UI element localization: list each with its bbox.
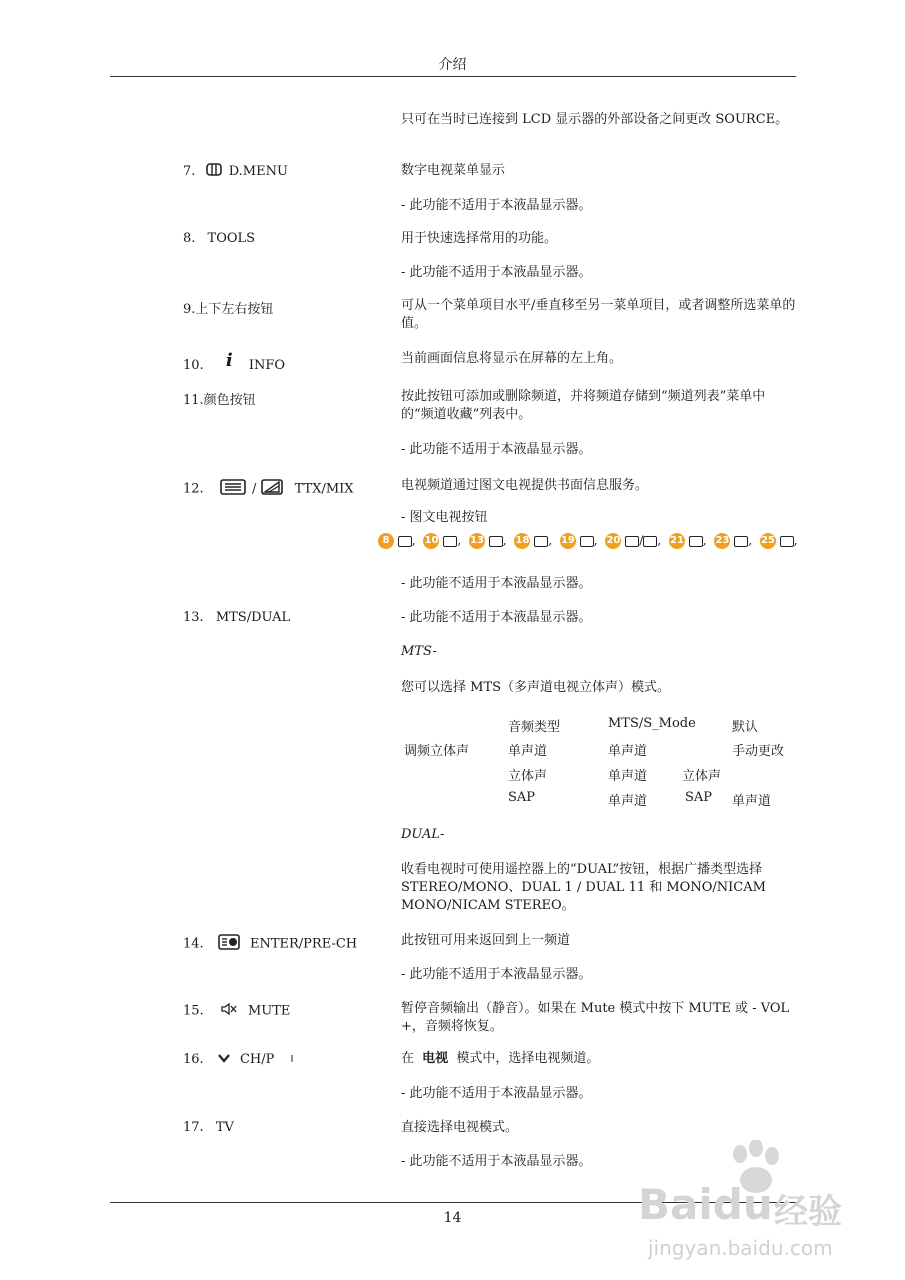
page-number: 14	[443, 1210, 462, 1226]
desc-bold: 电视	[422, 1051, 449, 1066]
item-label: TOOLS	[207, 231, 256, 246]
table-cell: 立体声	[682, 769, 722, 784]
number-badge: 8	[378, 533, 394, 549]
table-cell: 单声道	[508, 744, 548, 759]
table-header: 音频类型	[508, 720, 561, 735]
mix-icon	[261, 479, 283, 499]
item-label: TTX/MIX	[294, 481, 354, 497]
item-tools-note: - 此功能不适用于本液晶显示器。	[401, 265, 592, 280]
table-cell: 单声道	[608, 794, 648, 809]
teletext-key-icon	[489, 536, 503, 547]
ttx-button: 8 ,	[378, 533, 416, 549]
chevron-down-icon	[218, 1052, 230, 1067]
item-label: CH/P	[239, 1052, 275, 1067]
item-label: INFO	[248, 358, 286, 373]
item-number: 14.	[183, 936, 204, 952]
item-number: 13.	[183, 610, 204, 625]
item-color-note: - 此功能不适用于本液晶显示器。	[401, 442, 592, 457]
mts-desc: 您可以选择 MTS（多声道电视立体声）模式。	[401, 680, 671, 695]
item-chp-label	[183, 1052, 295, 1067]
item-number: 7.	[183, 164, 196, 179]
info-icon: i	[225, 350, 233, 371]
table-header: MTS/S_Mode	[608, 716, 696, 731]
ttx-button: 18 ,	[515, 533, 553, 548]
number-badge: 21	[669, 533, 685, 549]
watermark-brand: Baidu	[638, 1180, 773, 1229]
number-badge: 20	[605, 533, 621, 549]
teletext-key-icon	[580, 536, 594, 547]
teletext-key-icon	[734, 536, 748, 547]
item-number: 10.	[183, 358, 204, 373]
item-label: MTS/DUAL	[215, 610, 291, 625]
item-tv-desc: 直接选择电视模式。	[401, 1120, 519, 1135]
slash-separator: /	[251, 481, 257, 497]
ttx-buttons-row	[378, 533, 802, 549]
item-label: D.MENU	[228, 164, 288, 179]
item-chp-note: - 此功能不适用于本液晶显示器。	[401, 1086, 592, 1101]
ttx-button: 23 ,	[715, 533, 753, 548]
item-label: MUTE	[247, 1003, 291, 1019]
item-info-desc: 当前画面信息将显示在屏幕的左上角。	[401, 351, 623, 366]
item-enter-desc: 此按钮可用来返回到上一频道	[401, 933, 571, 948]
number-badge: 23	[714, 533, 730, 549]
item-label: ENTER/PRE-CH	[249, 936, 358, 952]
item-ttx-sub: - 图文电视按钮	[401, 510, 488, 525]
watermark-brand-cn: 经验	[774, 1192, 842, 1232]
baidu-watermark	[638, 1140, 868, 1270]
item-color-label: 11.颜色按钮	[183, 393, 256, 408]
item-number: 8.	[183, 231, 196, 246]
header-rule	[110, 76, 796, 77]
table-row-label: 调频立体声	[404, 744, 470, 759]
item-mts-label	[183, 610, 290, 625]
mts-title: MTS-	[401, 644, 437, 659]
item-enter-note: - 此功能不适用于本液晶显示器。	[401, 967, 592, 982]
item-tv-note: - 此功能不适用于本液晶显示器。	[401, 1154, 592, 1169]
enter-icon	[218, 934, 240, 954]
number-badge: 10	[423, 533, 439, 549]
teletext-key-icon	[780, 536, 794, 547]
intro-text: 只可在当时已连接到 LCD 显示器的外部设备之间更改 SOURCE。	[401, 112, 789, 127]
item-mute-desc: 暂停音频输出（静音）。如果在 Mute 模式中按下 MUTE 或 - VOL +，音频将恢复。	[401, 1001, 790, 1034]
number-badge: 25	[760, 533, 776, 549]
table-cell: 手动更改	[732, 744, 785, 759]
desc-text: 模式中，选择电视频道。	[456, 1051, 600, 1066]
item-enter-label	[183, 934, 357, 954]
chevron-up-icon	[289, 1052, 295, 1067]
ttx-button: 21 ,	[669, 533, 707, 548]
item-d-menu-note: - 此功能不适用于本液晶显示器。	[401, 198, 592, 213]
item-ttx-note: - 此功能不适用于本液晶显示器。	[401, 576, 592, 591]
ttx-button: 19 ,	[560, 533, 598, 548]
item-color-desc: 按此按钮可添加或删除频道，并将频道存储到“频道列表”菜单中的“频道收藏”列表中。	[401, 389, 766, 422]
item-number: 12.	[183, 481, 204, 497]
mute-icon	[220, 1002, 238, 1020]
teletext-key-icon	[643, 536, 657, 547]
table-cell: 单声道	[732, 794, 772, 809]
table-header: 默认	[732, 720, 759, 735]
item-d-menu-desc: 数字电视菜单显示	[401, 163, 506, 178]
teletext-key-icon	[534, 536, 548, 547]
desc-text: 在	[401, 1051, 415, 1066]
item-tv-label	[183, 1120, 234, 1135]
ttx-button: 13 ,	[470, 533, 507, 548]
table-cell: SAP	[508, 790, 536, 805]
item-arrows-desc: 可从一个菜单项目水平/垂直移至另一菜单项目，或者调整所选菜单的值。	[401, 298, 796, 331]
teletext-key-icon	[689, 536, 703, 547]
d-menu-icon	[206, 163, 222, 180]
item-arrows-label: 9.上下左右按钮	[183, 302, 274, 317]
number-badge: 18	[514, 533, 530, 549]
table-cell: 单声道	[608, 744, 648, 759]
item-mute-label	[183, 1002, 290, 1020]
ttx-button: 25 ,	[760, 533, 798, 548]
item-number: 16.	[183, 1052, 204, 1067]
teletext-key-icon	[625, 536, 639, 547]
number-badge: 13	[469, 533, 485, 549]
teletext-key-icon	[398, 536, 412, 547]
item-d-menu-label	[183, 163, 288, 180]
item-chp-desc	[401, 1050, 799, 1068]
item-ttx-label	[183, 479, 354, 499]
number-badge: 19	[560, 533, 576, 549]
item-tools-label	[183, 231, 255, 246]
item-info-label	[183, 350, 286, 374]
dual-title: DUAL-	[401, 827, 445, 842]
table-cell: 单声道	[608, 769, 648, 784]
item-label: TV	[215, 1120, 234, 1135]
table-cell: SAP	[685, 790, 713, 805]
item-tools-desc: 用于快速选择常用的功能。	[401, 231, 558, 246]
page-header-title: 介绍	[438, 57, 467, 73]
ttx-button: 10 ,	[424, 533, 462, 548]
teletext-key-icon	[443, 536, 457, 547]
table-cell: 立体声	[508, 769, 548, 784]
item-ttx-desc: 电视频道通过图文电视提供书面信息服务。	[401, 478, 649, 493]
item-number: 15.	[183, 1003, 204, 1019]
item-mts-note: - 此功能不适用于本液晶显示器。	[401, 610, 592, 625]
watermark-url: jingyan.baidu.com	[648, 1236, 833, 1260]
ttx-button: 20 / ,	[606, 533, 662, 548]
item-number: 17.	[183, 1120, 204, 1135]
dual-desc: 收看电视时可使用遥控器上的“DUAL”按钮，根据广播类型选择 STEREO/MONO、DUAL 1 / DUAL 11 和 MONO/NICAM MONO/NICAM STEREO。	[401, 862, 766, 913]
ttx-icon	[220, 479, 246, 499]
